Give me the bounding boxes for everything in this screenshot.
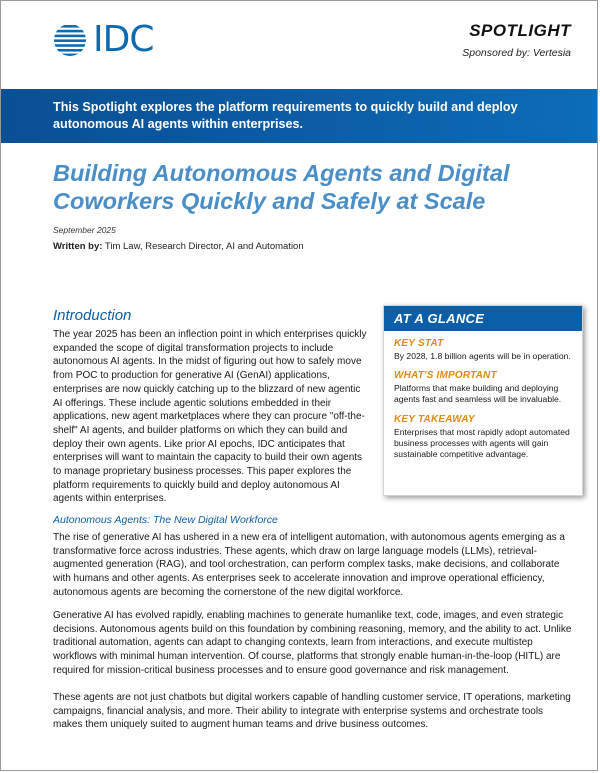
- key-takeaway-label: KEY TAKEAWAY: [394, 413, 475, 425]
- spotlight-header: [462, 21, 571, 59]
- introduction-text: The year 2025 has been an inflection point in which enterprises quickly expanded the scope of digital transformation projects to include autonomous AI agents. In the midst of figuring out how to safely move from POC to production for generative AI (GenAI) applications, enterprises are now quickly catching up to the blizzard of new agentic AI offerings. These include agentic solutions embedded in their applications, new agent marketplaces where they can procure "off-the-shelf" AI agents, and builder platforms on which they can build and deploy their own agents. Like prior AI epochs, IDC anticipates that enterprises will want to maintain the capacity to build their own agents to manage proprietary business processes. This paper explores the platform requirements to quickly build and deploy autonomous AI agents within enterprises.: [53, 329, 367, 505]
- introduction-heading: Introduction: [53, 307, 132, 324]
- body-paragraph: These agents are not just chatbots but digital workers capable of handling customer service, IT operations, marketing campaigns, financial analysis, and more. Their ability to integrate with enterprise systems and orchestrate tools makes them uniquely suited to augment human teams and drive business outcomes.: [53, 692, 571, 731]
- spotlight-badge: SPOTLIGHT: [469, 21, 571, 40]
- publication-date: September 2025: [53, 225, 116, 235]
- at-a-glance-heading: AT A GLANCE: [384, 306, 582, 331]
- idc-logo: [53, 19, 154, 60]
- body-paragraph: Generative AI has evolved rapidly, enabling machines to generate humanlike text, code, images, and even strategic decisions. Autonomous agents build on this foundation by combining reasoning, memory, and the ability to act. Unlike traditional automation, agents can adapt to changing contexts, learn from interactions, and execute multistep workflows with minimal human intervention. Of course, platforms that strongly enable human-in-the-loop (HITL) are required for mission-critical business processes and to ensure good governance and risk management.: [53, 610, 572, 676]
- key-takeaway-text: Enterprises that most rapidly adopt automated business processes with agents will gain sustainable competitive advantage.: [394, 426, 570, 460]
- summary-banner: [1, 89, 598, 143]
- logo-text: IDC: [93, 19, 154, 60]
- banner-text: This Spotlight explores the platform requirements to quickly build and deploy autonomous AI agents within enterprises.: [53, 100, 518, 131]
- author-value: Tim Law, Research Director, AI and Automation: [104, 241, 304, 252]
- whats-important-label: WHAT'S IMPORTANT: [394, 370, 497, 382]
- key-stat-label: KEY STAT: [394, 338, 444, 349]
- whats-important-text: Platforms that make building and deploying agents fast and seamless will be invaluable.: [394, 383, 562, 405]
- section-subheading: Autonomous Agents: The New Digital Workforce: [53, 514, 278, 526]
- author-label: Written by:: [53, 241, 103, 252]
- body-paragraph: The rise of generative AI has ushered in a new era of intelligent automation, with autonomous agents emerging as a transformative force across industries. These agents, which draw on large language models (LLMs), retrieval-augmented generation (RAG), and tool orchestration, can perform complex tasks, make decisions, and collaborate with humans and other agents. As enterprises seek to accelerate innovation and improve operational efficiency, autonomous agents are becoming the cornerstone of the new digital workforce.: [53, 532, 565, 598]
- at-a-glance-box: [383, 305, 583, 496]
- globe-icon: [53, 23, 87, 57]
- key-stat-text: By 2028, 1.8 billion agents will be in operation.: [394, 351, 571, 361]
- author-line: [53, 241, 304, 252]
- sponsor-line: Sponsored by: Vertesia: [462, 47, 571, 59]
- page-title: Building Autonomous Agents and Digital Coworkers Quickly and Safely at Scale: [53, 160, 510, 214]
